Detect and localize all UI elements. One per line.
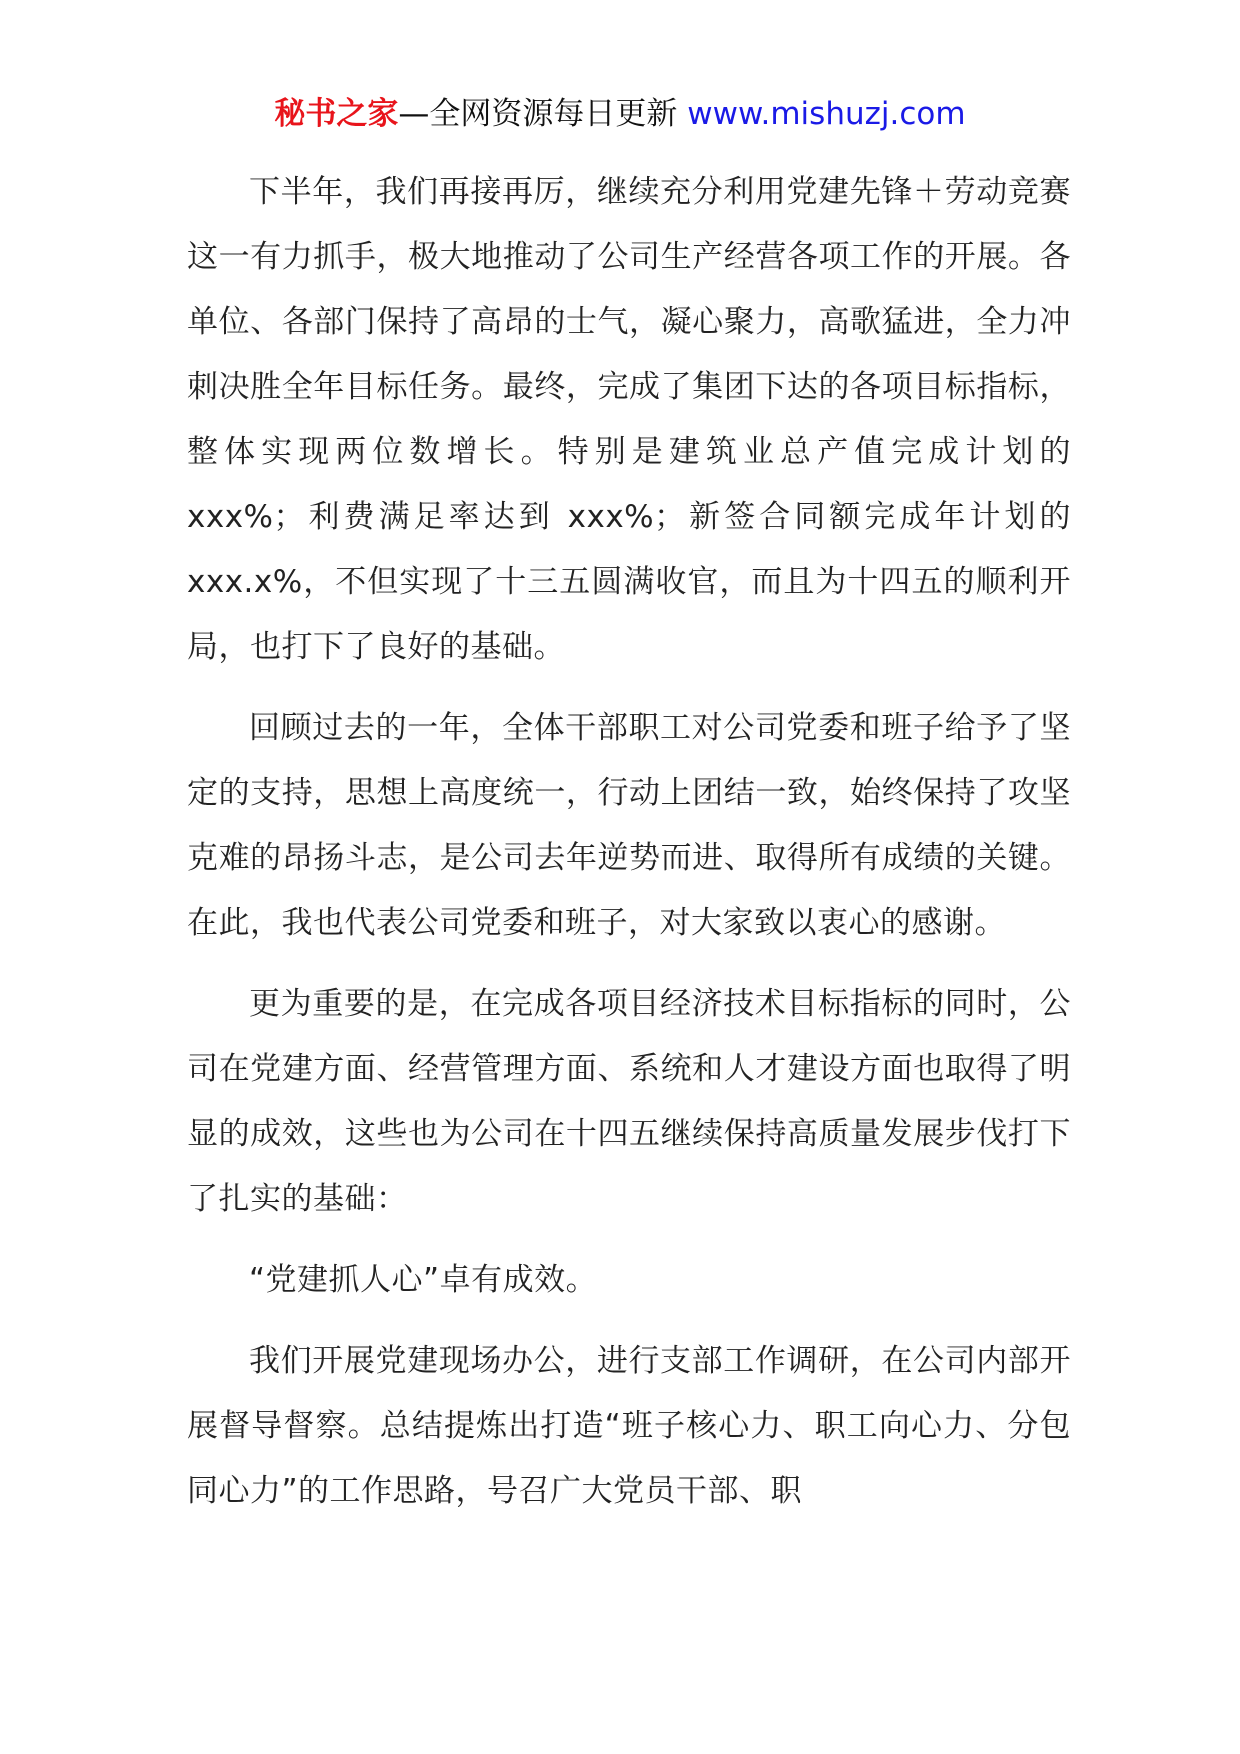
header-slogan: —全网资源每日更新 [398,96,678,132]
brand-name: 秘书之家 [274,96,399,132]
paragraph-2: 回顾过去的一年，全体干部职工对公司党委和班子给予了坚定的支持，思想上高度统一，行动上团结一致，始终保持了攻坚克难的昂扬斗志，是公司去年逆势而进、取得所有成绩的关键。在此，我也代表公司党委和班子，对大家致以衷心的感谢。 [187,710,1071,941]
paragraph-1: 下半年，我们再接再厉，继续充分利用党建先锋＋劳动竞赛这一有力抓手，极大地推动了公司生产经营各项工作的开展。各单位、各部门保持了高昂的士气，凝心聚力，高歌猛进，全力冲刺决胜全年目标任务。最终，完成了集团下达的各项目标指标，整体实现两位数增长。特别是建筑业总产值完成计划的 xxx%；利费满足率达到 xxx%；新签合同额完成年计划的 xxx.x%，不但实现了十三五圆满收官，而且为十四五的顺利开局，也打下了良好的基础。 [187,174,1071,665]
document-body [187,160,1071,1540]
paragraph-4-heading: “党建抓人心”卓有成效。 [249,1262,598,1298]
paragraph-3: 更为重要的是，在完成各项目经济技术目标指标的同时，公司在党建方面、经营管理方面、系统和人才建设方面也取得了明显的成效，这些也为公司在十四五继续保持高质量发展步伐打下了扎实的基础： [187,986,1071,1217]
paragraph-5: 我们开展党建现场办公，进行支部工作调研，在公司内部开展督导督察。总结提炼出打造“班子核心力、职工向心力、分包同心力”的工作思路，号召广大党员干部、职 [187,1343,1071,1509]
site-header [0,92,1240,136]
site-url-link[interactable]: www.mishuzj.com [687,96,966,132]
